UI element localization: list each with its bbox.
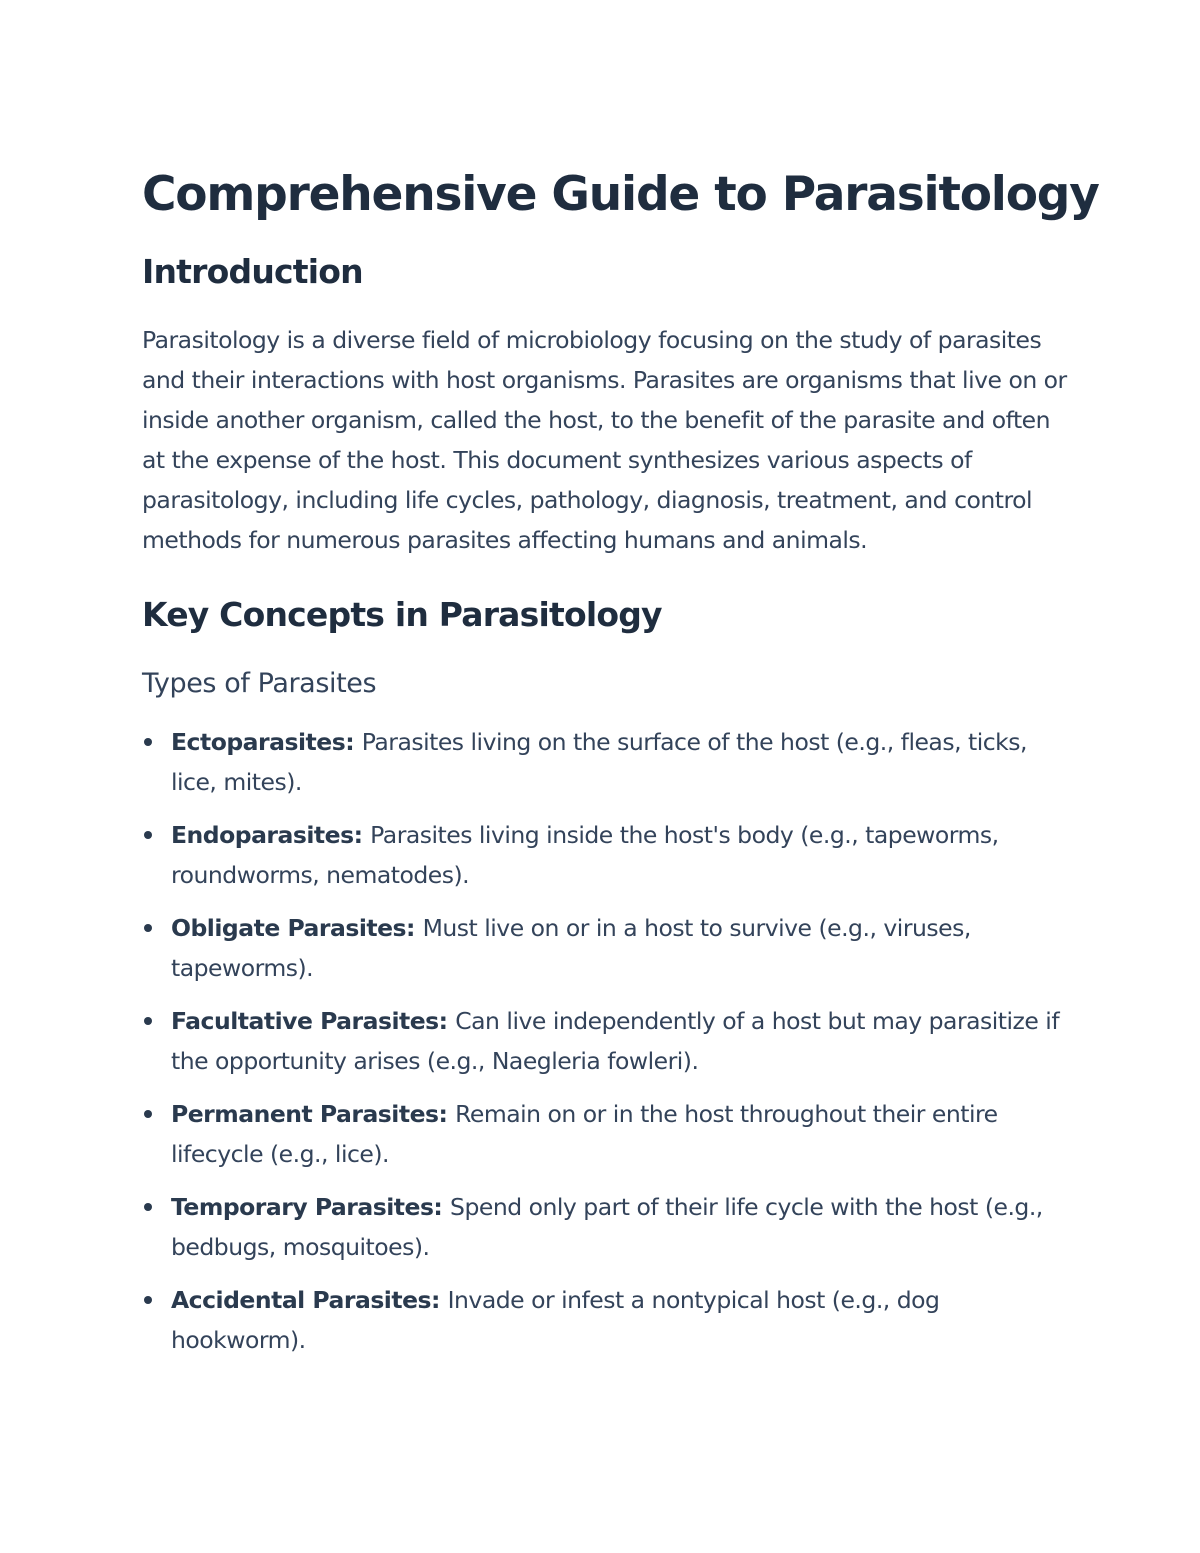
list-item-term: Permanent Parasites: <box>171 1100 456 1128</box>
introduction-paragraph: Parasitology is a diverse field of microbiology focusing on the study of parasites and their interactions with host organisms. Parasites are organisms that live on or inside another organism, called the host, to the benefit of the parasite and often at the expense of the host. This document synthesizes various aspects of parasitology, including life cycles, pathology, diagnosis, treatment, and control methods for numerous parasites affecting humans and animals. <box>142 326 1067 554</box>
list-item-term: Ectoparasites: <box>171 728 362 756</box>
list-item <box>142 1094 1072 1174</box>
list-item <box>142 908 1072 988</box>
bullet-icon <box>144 1110 152 1118</box>
list-item <box>142 1280 1072 1360</box>
document-page <box>142 162 1099 1373</box>
list-item-term: Temporary Parasites: <box>171 1193 451 1221</box>
list-item-description: Spend only part of their life cycle with the host (e.g., bedbugs, mosquitoes). <box>171 1193 1043 1261</box>
list-item <box>142 1187 1072 1267</box>
bullet-icon <box>144 1017 152 1025</box>
list-item-description: Can live independently of a host but may parasitize if the opportunity arises (e.g., Naegleria fowleri). <box>171 1007 1060 1075</box>
document-title: Comprehensive Guide to Parasitology <box>142 167 1099 222</box>
key-concepts-heading: Key Concepts in Parasitology <box>142 595 662 634</box>
bullet-icon <box>144 831 152 839</box>
introduction-heading: Introduction <box>142 252 363 291</box>
list-item <box>142 815 1072 895</box>
list-item-description: Invade or infest a nontypical host (e.g., dog hookworm). <box>171 1286 940 1354</box>
list-item-description: Remain on or in the host throughout their entire lifecycle (e.g., lice). <box>171 1100 998 1168</box>
list-item-term: Obligate Parasites: <box>171 914 423 942</box>
list-item <box>142 1001 1072 1081</box>
bullet-icon <box>144 1296 152 1304</box>
list-item <box>142 722 1072 802</box>
list-item-term: Facultative Parasites: <box>171 1007 456 1035</box>
list-item-term: Endoparasites: <box>171 821 371 849</box>
bullet-icon <box>144 738 152 746</box>
list-item-description: Parasites living on the surface of the host (e.g., fleas, ticks, lice, mites). <box>171 728 1028 796</box>
list-item-description: Must live on or in a host to survive (e.g., viruses, tapeworms). <box>171 914 971 982</box>
parasite-types-list <box>142 722 1072 1360</box>
bullet-icon <box>144 1203 152 1211</box>
types-of-parasites-heading: Types of Parasites <box>142 668 377 699</box>
bullet-icon <box>144 924 152 932</box>
list-item-description: Parasites living inside the host's body (e.g., tapeworms, roundworms, nematodes). <box>171 821 999 889</box>
list-item-term: Accidental Parasites: <box>171 1286 448 1314</box>
